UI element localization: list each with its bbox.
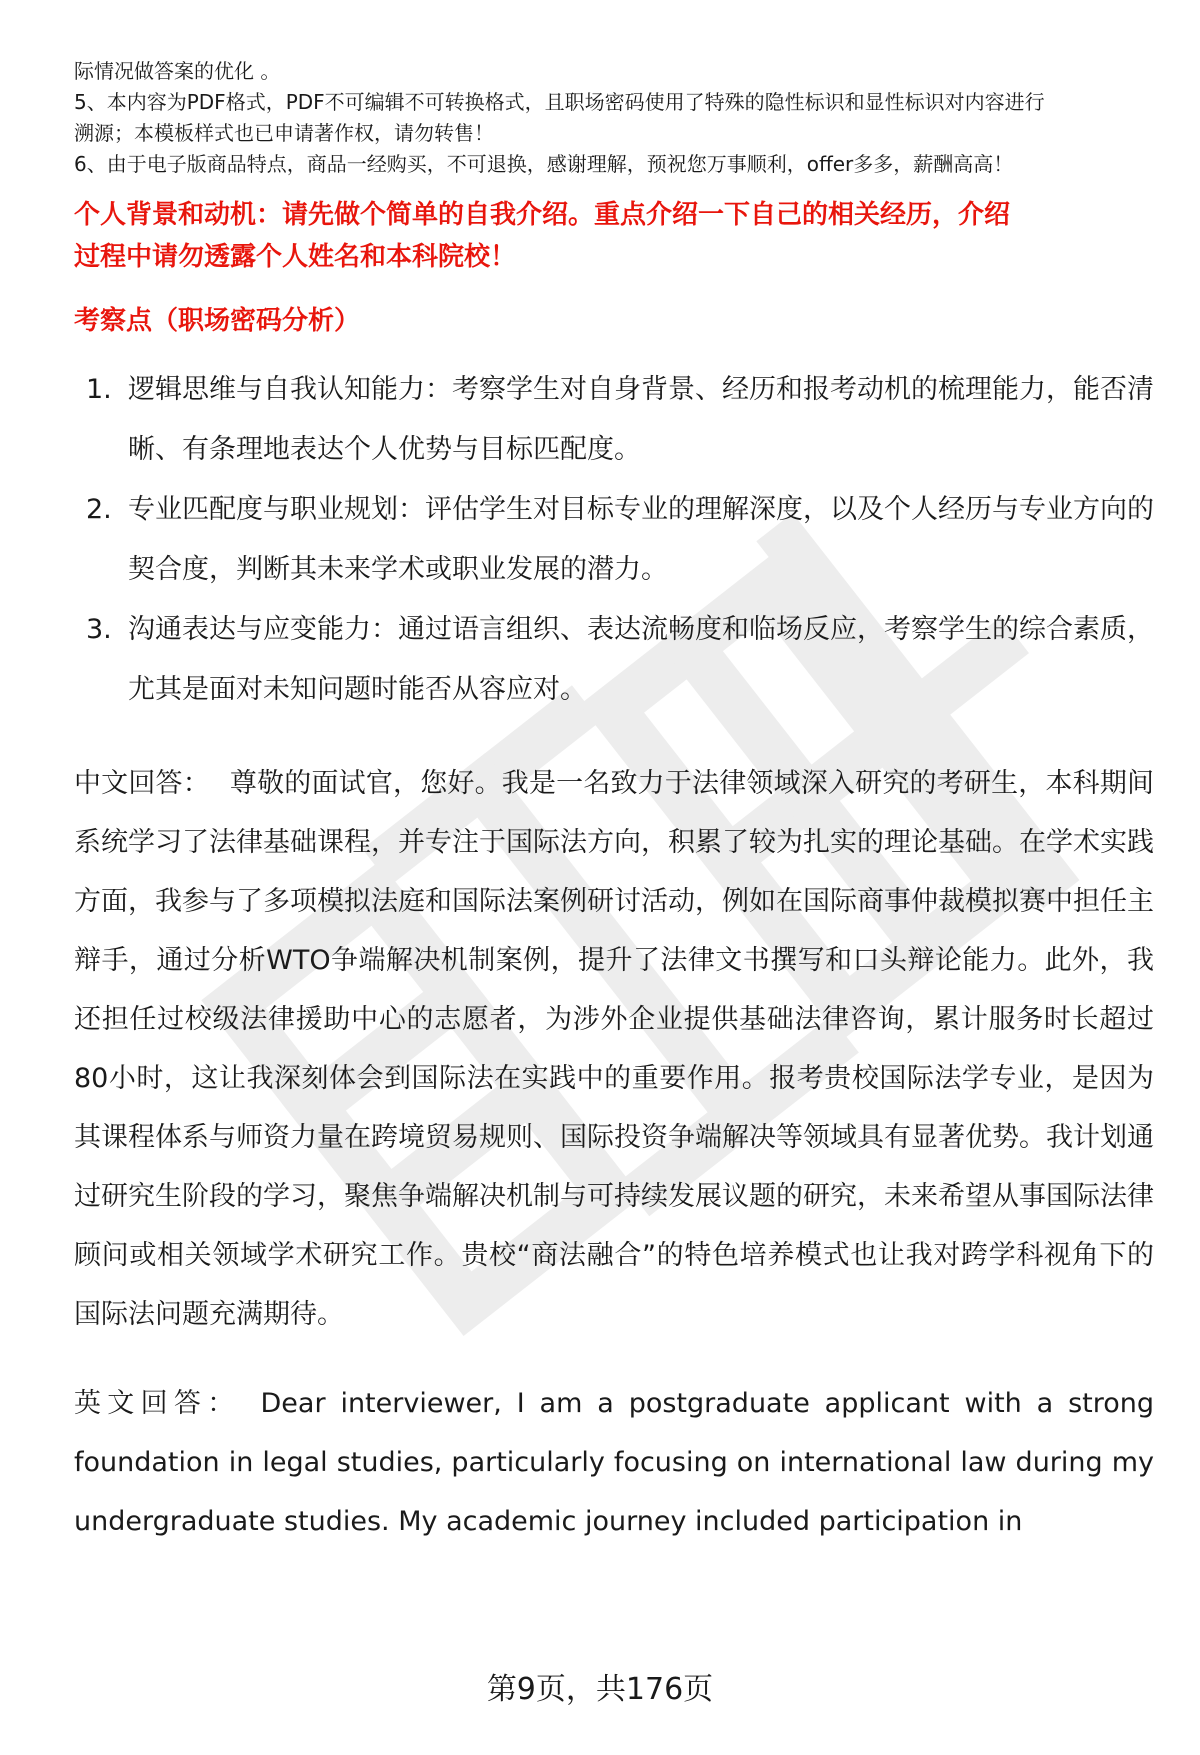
- english-answer-label: 英文回答：: [74, 1388, 241, 1419]
- note-line: 5、本内容为PDF格式，PDF不可编辑不可转换格式，且职场密码使用了特殊的隐性标识和显性标识对内容进行: [74, 90, 1045, 114]
- note-line: 溯源；本模板样式也已申请著作权，请勿转售！: [74, 121, 494, 145]
- chinese-answer-label: 中文回答：: [74, 768, 210, 799]
- english-answer-text: Dear interviewer, I am a postgraduate applicant with a strong foundation in legal studies, particularly focusing on international law during my undergraduate studies. My academic journey included participation in: [74, 1388, 1155, 1537]
- list-item: [74, 360, 1154, 480]
- question-line: 个人背景和动机：请先做个简单的自我介绍。重点介绍一下自己的相关经历，介绍: [74, 200, 1011, 230]
- list-item-text: 逻辑思维与自我认知能力：考察学生对自身背景、经历和报考动机的梳理能力，能否清晰、有条理地表达个人优势与目标匹配度。: [128, 374, 1154, 465]
- assessment-points-list: [74, 360, 1154, 720]
- list-item: [74, 480, 1154, 600]
- list-item-text: 沟通表达与应变能力：通过语言组织、表达流畅度和临场反应，考察学生的综合素质，尤其是面对未知问题时能否从容应对。: [128, 614, 1154, 705]
- list-item-number: 3.: [86, 614, 112, 645]
- list-item-text: 专业匹配度与职业规划：评估学生对目标专业的理解深度，以及个人经历与专业方向的契合度，判断其未来学术或职业发展的潜力。: [128, 494, 1154, 585]
- list-item-number: 2.: [86, 494, 112, 525]
- question-heading: [74, 194, 1154, 278]
- list-item: [74, 600, 1154, 720]
- english-answer: [74, 1374, 1154, 1551]
- chinese-answer: [74, 754, 1154, 1344]
- note-line: 际情况做答案的优化 。: [74, 59, 281, 83]
- main-content: [74, 56, 1154, 1551]
- list-item-number: 1.: [86, 374, 112, 405]
- page-number: 第9页，共176页: [486, 1672, 714, 1707]
- question-line: 过程中请勿透露个人姓名和本科院校！: [74, 242, 517, 272]
- chinese-answer-text: 尊敬的面试官，您好。我是一名致力于法律领域深入研究的考研生，本科期间系统学习了法律基础课程，并专注于国际法方向，积累了较为扎实的理论基础。在学术实践方面，我参与了多项模拟法庭和国际法案例研讨活动，例如在国际商事仲裁模拟赛中担任主辩手，通过分析WTO争端解决机制案例，提升了法律文书撰写和口头辩论能力。此外，我还担任过校级法律援助中心的志愿者，为涉外企业提供基础法律咨询，累计服务时长超过80小时，这让我深刻体会到国际法在实践中的重要作用。报考贵校国际法学专业，是因为其课程体系与师资力量在跨境贸易规则、国际投资争端解决等领域具有显著优势。我计划通过研究生阶段的学习，聚焦争端解决机制与可持续发展议题的研究，未来希望从事国际法律顾问或相关领域学术研究工作。贵校“商法融合”的特色培养模式也让我对跨学科视角下的国际法问题充满期待。: [74, 768, 1154, 1330]
- note-line: 6、由于电子版商品特点，商品一经购买，不可退换，感谢理解，预祝您万事顺利，offer多多，薪酬高高！: [74, 152, 1014, 176]
- purchase-notes: [74, 56, 1154, 180]
- points-heading: 考察点（职场密码分析）: [74, 306, 361, 336]
